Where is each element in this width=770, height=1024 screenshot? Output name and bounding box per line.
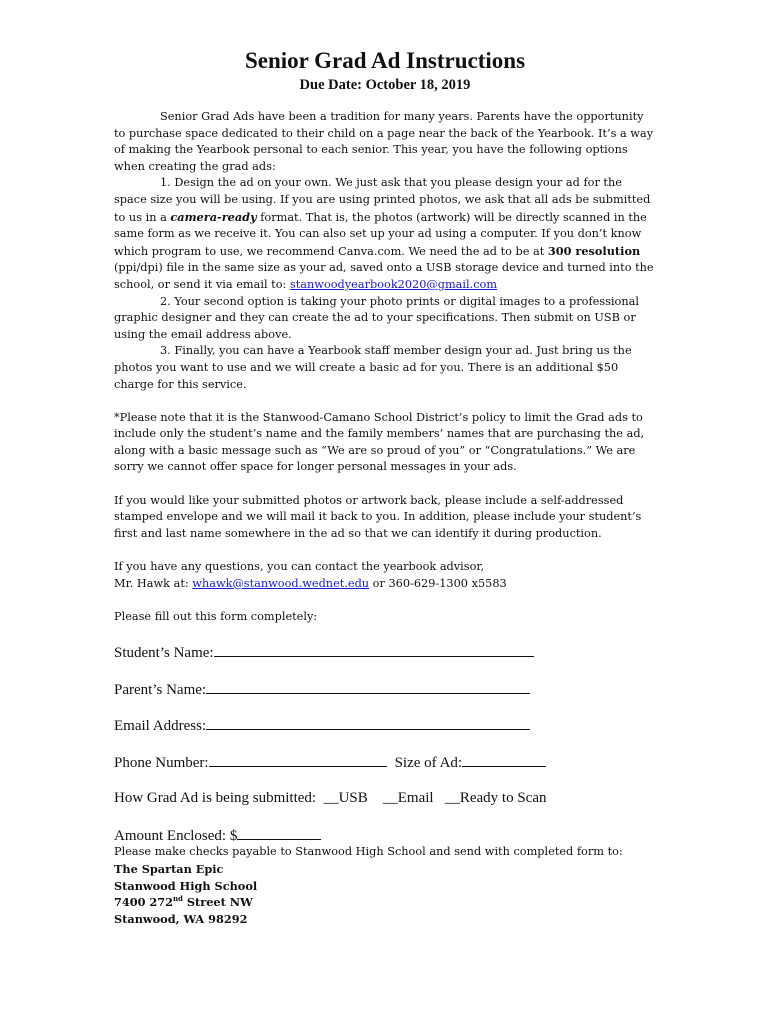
street-number: 7400 272 <box>114 895 173 910</box>
student-name-label: Student’s Name: <box>114 645 214 661</box>
option-1-paragraph <box>114 175 654 293</box>
email-label: Email Address: <box>114 718 207 734</box>
advisor-label: Mr. Hawk at: <box>114 576 193 590</box>
phone-size-row <box>114 752 546 773</box>
student-name-field[interactable] <box>214 642 534 657</box>
address-line-3 <box>114 894 674 911</box>
payment-instruction: Please make checks payable to Stanwood High School and send with completed form to: <box>114 845 623 858</box>
instructions-body <box>114 109 654 625</box>
fill-out-instruction: Please fill out this form completely: <box>114 609 318 623</box>
street-ordinal: nd <box>172 894 183 904</box>
questions-line-2 <box>114 576 654 593</box>
phone-label: Phone Number: <box>114 755 209 771</box>
address-line-1: The Spartan Epic <box>114 861 224 876</box>
yearbook-email-link[interactable]: stanwoodyearbook2020@gmail.com <box>289 277 498 291</box>
phone-field[interactable] <box>209 752 387 767</box>
address-line-4: Stanwood, WA 98292 <box>114 912 248 927</box>
ready-to-scan-option[interactable]: __Ready to Scan <box>444 790 547 806</box>
option-1-text-b: format. That is, the photos (artwork) will be directly scanned in the same form as we receive it. You can also set up your ad using a computer. If you don’t know which program to use, we recommend Canva.com. We need the ad to be at <box>114 210 647 258</box>
option-2-paragraph: 2. Your second option is taking your photo prints or digital images to a professional graphic designer and they can create the ad to your specifications. Then submit on USB or using the email address above. <box>114 294 639 341</box>
email-row <box>114 715 530 736</box>
option-1-text-c: (ppi/dpi) file in the same size as your ad, saved onto a USB storage device and turned into the school, or send it via email to: <box>114 261 654 291</box>
amount-field[interactable] <box>237 825 321 840</box>
address-line-2: Stanwood High School <box>114 878 258 893</box>
questions-line-1: If you have any questions, you can contact the yearbook advisor, <box>114 560 485 574</box>
student-name-row <box>114 642 534 663</box>
parent-name-field[interactable] <box>206 679 530 694</box>
email-field[interactable] <box>206 715 530 730</box>
policy-note: *Please note that it is the Stanwood-Camano School District’s policy to limit the Grad ads to include only the student’s name and the family members’ names that are purchasing the ad, along with a basic message such as “We are so proud of you” or “Congratulations.” We are sorry we cannot offer space for longer personal messages in your ads. <box>114 410 645 474</box>
advisor-email-link[interactable]: whawk@stanwood.wednet.edu <box>192 576 370 590</box>
due-date: Due Date: October 18, 2019 <box>299 77 471 93</box>
option-1-text-a: 1. Design the ad on your own. We just ask that you please design your ad for the space size you will be using. If you are using printed photos, we ask that all ads be submitted to us in a <box>114 176 651 224</box>
submission-method-label: How Grad Ad is being submitted: <box>114 790 317 806</box>
intro-paragraph: Senior Grad Ads have been a tradition for many years. Parents have the opportunity to purchase space dedicated to their child on a page near the back of the Yearbook. It’s a way of making the Yearbook personal to each senior. This year, you have the following options when creating the grad ads: <box>114 110 654 173</box>
amount-label: Amount Enclosed: $ <box>114 828 238 844</box>
camera-ready-emphasis: camera-ready <box>170 209 257 224</box>
page-title: Senior Grad Ad Instructions <box>244 48 526 73</box>
parent-name-label: Parent’s Name: <box>114 682 207 698</box>
ad-size-field[interactable] <box>462 752 546 767</box>
ad-size-label: Size of Ad: <box>394 755 463 771</box>
payment-section <box>114 844 674 928</box>
street-name: Street NW <box>182 895 253 910</box>
parent-name-row <box>114 679 530 700</box>
usb-option[interactable]: __USB <box>323 790 368 806</box>
resolution-emphasis: 300 resolution <box>547 243 641 258</box>
submission-method-row <box>114 788 547 808</box>
option-3-paragraph: 3. Finally, you can have a Yearbook staff member design your ad. Just bring us the photos you want to use and we will create a basic ad for you. There is an additional $50 charge for this service. <box>114 344 632 391</box>
return-artwork-paragraph: If you would like your submitted photos or artwork back, please include a self-addressed stamped envelope and we will mail it back to you. In addition, please include your student’s first and last name somewhere in the ad so that we can identify it during production. <box>114 493 642 540</box>
email-option[interactable]: __Email <box>382 790 434 806</box>
advisor-phone: or 360-629-1300 x5583 <box>369 576 507 590</box>
amount-row <box>114 825 321 846</box>
